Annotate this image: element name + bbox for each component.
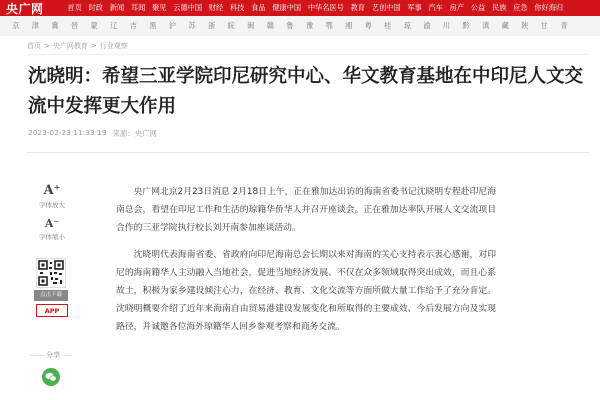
region-item[interactable]: 青 [560,21,568,30]
nav-item[interactable]: 健康中国 [272,3,302,12]
font-decrease-button[interactable] [32,217,72,241]
region-item[interactable]: 赣 [266,21,274,30]
nav-item[interactable]: 艺创中国 [371,3,401,12]
nav-item[interactable]: 科技 [229,3,245,12]
region-item[interactable]: 粤 [364,21,372,30]
nav-item[interactable]: 公益 [470,3,486,12]
breadcrumb-home[interactable]: 首页 [27,42,41,50]
nav-item[interactable]: 中华名医号 [307,3,344,12]
qr-code-icon[interactable] [36,258,66,288]
region-item[interactable]: 鲁 [286,21,294,30]
breadcrumb-separator: > [90,42,97,50]
breadcrumb [27,41,128,51]
nav-items [64,0,567,16]
font-increase-button[interactable] [32,183,72,209]
nav-item[interactable]: 房产 [449,3,465,12]
app-label: APP [44,306,60,315]
region-item[interactable]: 苏 [188,21,196,30]
region-item[interactable]: 琼 [403,21,411,30]
region-bar [0,16,600,36]
region-item[interactable]: 渝 [423,21,431,30]
region-item[interactable]: 藏 [501,21,509,30]
region-item[interactable]: 浙 [207,21,216,30]
nav-item[interactable]: 民族 [492,3,507,12]
region-item[interactable]: 吉 [129,21,137,30]
nav-item[interactable]: 首页 [67,3,82,12]
region-item[interactable]: 湘 [345,21,353,30]
font-decrease-label: 字体缩小 [39,233,65,241]
nav-item[interactable]: 军事 [407,3,422,12]
font-increase-icon: A⁺ [43,183,61,198]
divider [27,152,589,153]
article-body [116,183,496,345]
nav-item[interactable]: 食品 [251,3,266,12]
nav-item[interactable]: 汽车 [428,3,443,12]
region-item[interactable]: 沪 [168,21,177,30]
breadcrumb-separator: > [44,42,50,50]
nav-item[interactable]: 时政 [88,3,103,12]
site-logo[interactable]: 央广网 [6,1,44,16]
region-item[interactable]: 黑 [149,21,157,30]
font-decrease-icon: A⁻ [44,217,60,230]
article-title: 沈晓明：希望三亚学院印尼研究中心、华文教育基地在中印尼人文交流中发挥更大作用 [28,66,584,117]
nav-item[interactable]: 你好海归 [534,3,564,12]
region-item[interactable]: 冀 [51,21,59,30]
article-paragraph: 央广网北京2月23日消息 2月18日上午，正在雅加达出访的海南省委书记沈晓明专程赴印尼海南总会，看望在印尼工作和生活的琼籍华侨华人并召开座谈会。正在雅加达率队开展人文交流项目合作的三亚学院执行校长刘开南参加座谈活动。 [116,187,496,233]
breadcrumb-education[interactable]: 央广网教育 [52,42,88,50]
wechat-icon[interactable] [42,368,60,386]
nav-item[interactable]: 应急 [513,3,528,12]
nav-item[interactable]: 财经 [208,3,224,12]
nav-item[interactable]: 聚见 [152,3,167,12]
app-download-button[interactable] [36,304,68,317]
publish-time: 2023-02-23 11:33:19 [28,128,107,137]
download-label: 点击下载 [34,290,68,301]
region-item[interactable]: 辽 [110,21,118,30]
region-item[interactable]: 滇 [482,21,490,30]
font-increase-label: 字体放大 [39,201,65,209]
top-nav [0,0,600,16]
divider [27,54,587,55]
article-meta [28,128,157,139]
region-item[interactable]: 甘 [540,21,548,30]
nav-item[interactable]: 云德中国 [173,3,203,12]
region-item[interactable]: 陕 [521,21,529,30]
region-item[interactable]: 津 [31,21,39,30]
share-label: 分享 [46,351,60,359]
region-item[interactable]: 鄂 [325,21,333,30]
article-source: 来源：央广网 [112,129,157,138]
region-item[interactable]: 晋 [70,21,79,30]
region-item[interactable]: 豫 [305,21,314,30]
region-item[interactable]: 皖 [227,21,235,30]
nav-item[interactable]: 新闻 [109,3,125,12]
article-paragraph: 沈晓明代表海南省委、省政府向印尼海南总会长期以来对海南的关心支持表示衷心感谢，对印尼的海南籍华人主动融入当地社会，促进当地经济发展、不仅在众多领域取得突出成效，而且心系故土，积极为家乡建设倾注心力，在经济、教育、文化交流等方面所做大量工作给予了充分肯定。沈晓明概要介绍了近年来海南自由贸易港建设发展变化和所取得的主要成效、今后发展方向及实现路径，并诚邀各位海外琼籍华人回乡参观考察和商务交流。 [116,250,496,332]
region-item[interactable]: 黔 [462,21,470,30]
region-item[interactable]: 川 [442,21,451,30]
breadcrumb-industry[interactable]: 行业观察 [99,42,128,50]
region-item[interactable]: 桂 [384,21,392,30]
region-item[interactable]: 京 [12,21,20,30]
nav-item[interactable]: 教育 [350,3,365,12]
region-item[interactable]: 闽 [247,21,255,30]
nav-item[interactable]: 耳闻 [130,3,146,12]
region-item[interactable]: 蒙 [90,21,98,30]
